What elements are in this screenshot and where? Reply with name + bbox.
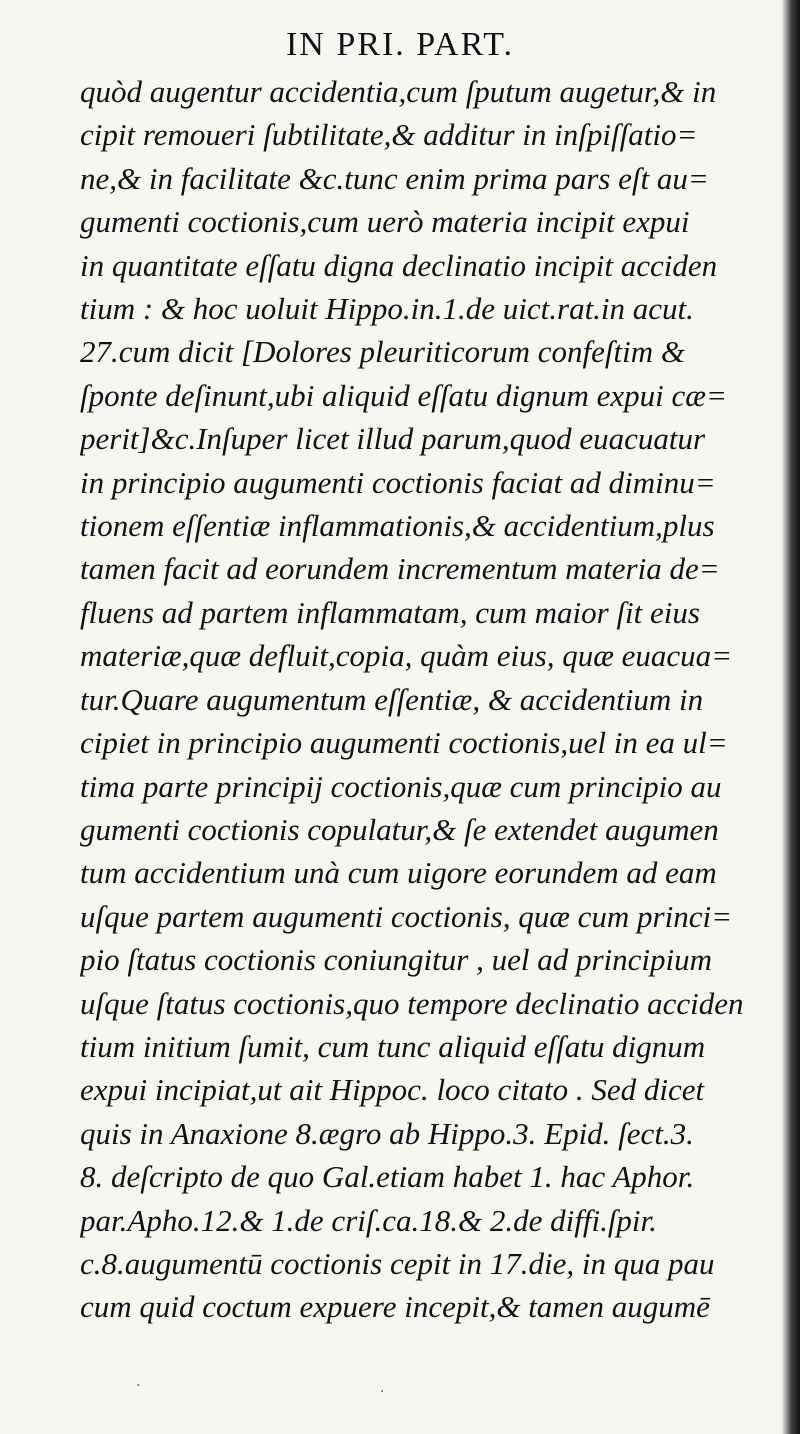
text-line: gumenti coctionis copulatur,& ſe extendet augumen xyxy=(80,811,719,847)
text-line: c.8.augumentū coctionis cepit in 17.die, in qua pau xyxy=(80,1245,715,1281)
text-line: gumenti coctionis,cum uerò materia incipit expui xyxy=(80,204,690,240)
text-line: quòd augentur accidentia,cum ſputum augetur,& in xyxy=(80,74,717,109)
page-edge-shadow xyxy=(782,0,800,1434)
text-line: tum accidentium unà cum uigore eorundem ad eam xyxy=(80,855,717,891)
text-line: par.Apho.12.& 1.de criſ.ca.18.& 2.de diffi.ſpir. xyxy=(80,1202,657,1238)
paper-speck: · xyxy=(136,1378,141,1394)
running-head: IN PRI. PART. xyxy=(285,26,514,63)
text-line: in principio augumenti coctionis faciat ad diminu= xyxy=(80,464,716,500)
text-line: cum quid coctum expuere incepit,& tamen augumē xyxy=(80,1289,710,1325)
text-line: in quantitate eſſatu digna declinatio incipit acciden xyxy=(80,247,718,283)
text-line: tamen facit ad eorundem incrementum materia de= xyxy=(80,551,720,587)
paper-speck: · xyxy=(380,1384,385,1400)
text-line: 27.cum dicit [Dolores pleuriticorum confeſtim & xyxy=(80,334,685,370)
text-line: fluens ad partem inflammatam, cum maior ſit eius xyxy=(80,594,700,630)
text-line: ne,& in facilitate &c.tunc enim prima pars eſt au= xyxy=(80,160,709,196)
text-line: pio ſtatus coctionis coniungitur , uel ad principium xyxy=(80,942,713,978)
text-line: cipit remoueri ſubtilitate,& additur in inſpiſſatio= xyxy=(80,117,698,153)
text-line: tur.Quare augumentum eſſentiæ, & accidentium in xyxy=(80,681,704,717)
text-line: ſponte deſinunt,ubi aliquid eſſatu dignum expui cæ= xyxy=(80,377,727,413)
body-text xyxy=(80,70,780,1329)
text-line: tionem eſſentiæ inflammationis,& accidentium,plus xyxy=(80,508,715,544)
text-line: quis in Anaxione 8.ægro ab Hippo.3. Epid. ſect.3. xyxy=(80,1115,694,1151)
text-line: tium initium ſumit, cum tunc aliquid eſſatu dignum xyxy=(80,1028,706,1064)
text-line: expui incipiat,ut ait Hippoc. loco citato . Sed dicet xyxy=(80,1072,705,1108)
text-line: uſque ſtatus coctionis,quo tempore declinatio acciden xyxy=(80,985,744,1021)
text-line: 8. deſcripto de quo Gal.etiam habet 1. hac Aphor. xyxy=(80,1159,695,1195)
text-line: materiæ,quæ defluit,copia, quàm eius, quæ euacua= xyxy=(80,638,733,674)
text-line: uſque partem augumenti coctionis, quæ cum princi= xyxy=(80,898,733,934)
text-line: tium : & hoc uoluit Hippo.in.1.de uict.rat.in acut. xyxy=(80,291,694,327)
text-line: tima parte principij coctionis,quæ cum principio au xyxy=(80,768,722,804)
text-line: cipiet in principio augumenti coctionis,uel in ea ul= xyxy=(80,725,728,761)
text-line: perit]&c.Inſuper licet illud parum,quod euacuatur xyxy=(80,421,706,457)
